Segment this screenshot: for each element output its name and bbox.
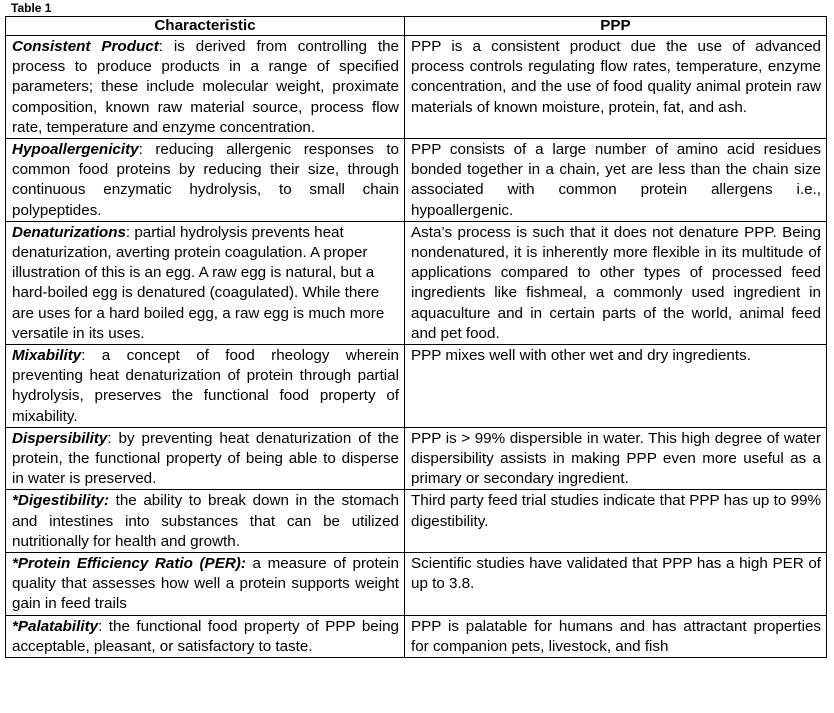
- characteristic-term: *Protein Efficiency Ratio (PER):: [12, 555, 246, 573]
- characteristic-desc: : a concept of food rheology wherein preventing heat denaturization of protein through partial hydrolysis, preserves the functional food property of mixability.: [12, 347, 399, 425]
- characteristic-cell: [6, 553, 405, 616]
- characteristic-cell: [6, 36, 405, 139]
- characteristic-desc: : partial hydrolysis prevents heat denaturization, averting protein coagulation. A proper illustration of this is an egg. A raw egg is natural, but a hard-boiled egg is denatured (coagulated). While there are uses for a hard boiled egg, a raw egg is much more versatile in its uses.: [12, 223, 385, 342]
- ppp-cell: PPP is palatable for humans and has attractant properties for companion pets, livestock, and fish: [405, 615, 827, 657]
- characteristic-cell: [6, 221, 405, 344]
- table-row: [6, 139, 827, 222]
- characteristic-term: *Digestibility:: [12, 492, 110, 510]
- header-row: [6, 17, 827, 36]
- ppp-cell: PPP is > 99% dispersible in water. This high degree of water dispersibility assists in making PPP even more useful as a primary or secondary ingredient.: [405, 427, 827, 490]
- characteristic-desc: : the functional food property of PPP being acceptable, pleasant, or satisfactory to taste.: [12, 617, 399, 655]
- table-row: [6, 615, 827, 657]
- characteristic-term: Hypoallergenicity: [12, 141, 139, 159]
- table-row: [6, 490, 827, 553]
- ppp-cell: Third party feed trial studies indicate that PPP has up to 99% digestibility.: [405, 490, 827, 553]
- characteristic-cell: [6, 490, 405, 553]
- characteristic-term: Dispersibility: [12, 429, 108, 447]
- ppp-cell: PPP consists of a large number of amino acid residues bonded together in a chain, yet are less than the chain size associated with common protein allergens i.e., hypoallergenic.: [405, 139, 827, 222]
- characteristic-cell: [6, 345, 405, 428]
- characteristic-desc: : by preventing heat denaturization of the protein, the functional property of being able to disperse in water is preserved.: [12, 429, 399, 488]
- characteristic-term: Mixability: [12, 347, 82, 365]
- ppp-cell: Asta’s process is such that it does not denature PPP. Being nondenatured, it is inherently more flexible in its multitude of applications compared to other types of processed feed ingredients like fishmeal, a commonly used ingredient in aquaculture and in certain parts of the world, animal feed and pet food.: [405, 221, 827, 344]
- characteristic-term: Denaturizations: [12, 223, 126, 241]
- table-row: [6, 427, 827, 490]
- characteristic-desc: : reducing allergenic responses to common food proteins by reducing their size, through continuous enzymatic hydrolysis, to small chain polypeptides.: [12, 141, 399, 219]
- header-characteristic: Characteristic: [6, 17, 405, 36]
- table-row: [6, 553, 827, 616]
- ppp-cell: Scientific studies have validated that PPP has a high PER of up to 3.8.: [405, 553, 827, 616]
- characteristic-cell: [6, 427, 405, 490]
- ppp-cell: PPP mixes well with other wet and dry ingredients.: [405, 345, 827, 428]
- ppp-cell: PPP is a consistent product due the use of advanced process controls regulating flow rates, temperature, enzyme concentration, and the use of food quality animal protein raw materials of known moisture, protein, fat, and ash.: [405, 36, 827, 139]
- characteristic-term: *Palatability: [12, 617, 99, 635]
- characteristic-cell: [6, 615, 405, 657]
- characteristic-desc: the ability to break down in the stomach and intestines into substances that can be utilized nutritionally for health and growth.: [12, 492, 399, 550]
- table-caption: Table 1: [11, 1, 52, 15]
- characteristic-desc: a measure of protein quality that assesses how well a protein supports weight gain in feed trails: [12, 555, 399, 613]
- characteristic-cell: [6, 139, 405, 222]
- table-row: [6, 345, 827, 428]
- characteristics-table: [5, 16, 827, 658]
- characteristic-desc: : is derived from controlling the process to produce products in a range of specified parameters; these include molecular weight, proximate composition, known raw material source, process flow rate, temperature and enzyme concentration.: [12, 38, 400, 136]
- table-row: [6, 36, 827, 139]
- characteristic-term: Consistent Product: [12, 38, 159, 55]
- header-ppp: PPP: [405, 17, 827, 36]
- table-row: [6, 221, 827, 344]
